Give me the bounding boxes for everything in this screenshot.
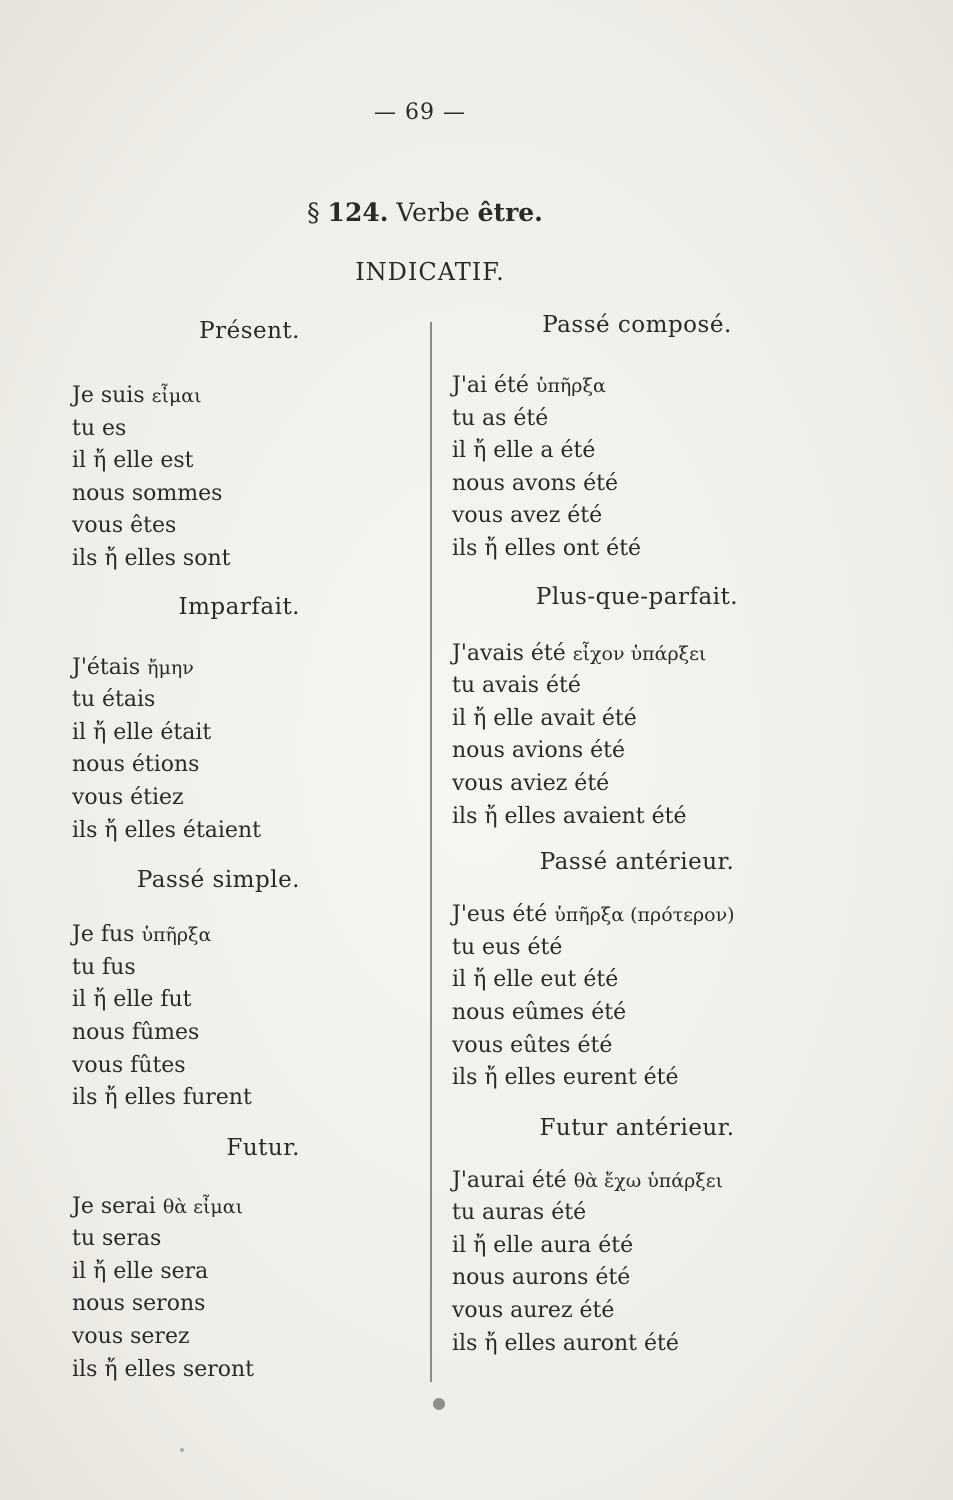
line-text: vous serez [72, 1324, 190, 1350]
tense-futur-anterieur [452, 1115, 812, 1361]
conjugation-line [72, 1082, 412, 1115]
tense-futur [72, 1135, 412, 1387]
section-number: 124. [327, 198, 389, 227]
conjugation-line [452, 997, 812, 1030]
greek-translation: ὑπῆρξα [141, 924, 212, 947]
tense-title: Futur. [226, 1134, 300, 1161]
conjugation-line [72, 445, 412, 478]
conjugation-line [452, 403, 812, 436]
conjugation-line [72, 380, 412, 413]
tense-title: Futur antérieur. [539, 1114, 735, 1141]
conjugation-line [72, 1354, 412, 1387]
conjugation-line [452, 703, 812, 736]
line-text: il ἤ elle eut été [452, 967, 619, 993]
line-text: il ἤ elle est [72, 448, 194, 474]
line-text: tu eus été [452, 934, 563, 960]
greek-translation: ἤμην [147, 656, 194, 679]
line-text: tu seras [72, 1226, 162, 1252]
conjugation-list [72, 652, 412, 848]
tense-title: Passé antérieur. [539, 849, 735, 876]
conjugation-line [72, 1321, 412, 1354]
conjugation-line [452, 435, 812, 468]
line-text: nous fûmes [72, 1019, 200, 1045]
line-text: J'ai été [452, 373, 536, 398]
line-text: J'avais été [452, 640, 573, 666]
conjugation-line [72, 510, 412, 543]
tense-title: Présent. [199, 318, 300, 344]
line-text: il ἤ elle avait été [452, 705, 637, 731]
line-text: tu avais été [452, 673, 581, 699]
tense-imparfait [72, 594, 412, 848]
conjugation-line [452, 1295, 812, 1328]
conjugation-line [72, 684, 412, 717]
page-number: — 69 — [374, 100, 466, 125]
line-text: ils ἤ elles eurent été [452, 1065, 679, 1091]
line-text: ils ἤ elles ont été [452, 535, 642, 561]
line-text: Je fus [72, 922, 142, 948]
line-text: tu fus [72, 954, 136, 980]
tense-present [72, 318, 412, 576]
conjugation-line [452, 1197, 812, 1230]
line-text: vous aurez été [452, 1298, 615, 1324]
line-text: vous étiez [72, 784, 184, 810]
line-text: tu étais [72, 687, 156, 713]
conjugation-line [72, 1191, 412, 1224]
conjugation-list [452, 370, 812, 566]
section-symbol: § [307, 198, 320, 227]
left-column [72, 318, 412, 1386]
conjugation-line [72, 919, 412, 952]
line-text: il ἤ elle sera [72, 1258, 209, 1284]
tense-title: Imparfait. [178, 593, 300, 620]
ink-spot [433, 1398, 445, 1410]
line-text: nous sommes [72, 480, 223, 506]
conjugation-list [452, 899, 812, 1095]
line-text: ils ἤ elles auront été [452, 1330, 679, 1356]
section-label: Verbe [396, 198, 470, 227]
conjugation-line [72, 1223, 412, 1256]
mood-heading: INDICATIF. [355, 258, 505, 286]
line-text: il ἤ elle était [72, 719, 212, 745]
conjugation-list [452, 1165, 812, 1361]
conjugation-line [452, 1230, 812, 1263]
tense-title: Passé simple. [136, 867, 300, 894]
tense-title: Passé composé. [542, 312, 732, 338]
conjugation-line [72, 543, 412, 576]
line-text: vous avez été [452, 503, 603, 529]
conjugation-line [452, 670, 812, 703]
conjugation-line [452, 768, 812, 801]
line-text: nous avions été [452, 738, 626, 764]
greek-translation: εἶχον ὑπάρξει [572, 642, 707, 665]
conjugation-line [72, 478, 412, 511]
conjugation-line [452, 468, 812, 501]
line-text: nous avons été [452, 470, 618, 496]
conjugation-line [72, 413, 412, 446]
greek-translation: θὰ εἶμαι [162, 1195, 244, 1218]
conjugation-line [452, 1262, 812, 1295]
line-text: ils ἤ elles seront [72, 1356, 255, 1382]
line-text: J'étais [72, 654, 148, 680]
conjugation-line [452, 500, 812, 533]
line-text: vous eûtes été [452, 1032, 613, 1058]
conjugation-line [452, 638, 812, 671]
line-text: J'aurai été [452, 1167, 574, 1193]
greek-translation: ὑπῆρξα [535, 375, 606, 397]
line-text: vous fûtes [72, 1052, 186, 1078]
greek-translation: θὰ ἔχω ὑπάρξει [573, 1169, 724, 1192]
conjugation-line [452, 932, 812, 965]
line-text: nous eûmes été [452, 999, 627, 1025]
tense-passe-compose [452, 312, 812, 566]
conjugation-line [452, 533, 812, 566]
conjugation-list [452, 638, 812, 834]
conjugation-line [452, 1165, 812, 1198]
line-text: tu es [72, 415, 127, 441]
line-text: vous aviez été [452, 770, 610, 796]
tense-passe-simple [72, 867, 412, 1115]
right-column [452, 312, 812, 1360]
conjugation-line [72, 1256, 412, 1289]
line-text: Je serai [72, 1193, 163, 1219]
conjugation-line [452, 899, 812, 932]
line-text: il ἤ elle a été [452, 438, 596, 464]
line-text: tu as été [452, 405, 549, 431]
conjugation-line [72, 1288, 412, 1321]
conjugation-line [72, 749, 412, 782]
conjugation-line [72, 952, 412, 985]
conjugation-line [72, 717, 412, 750]
conjugation-line [452, 801, 812, 834]
conjugation-line [72, 815, 412, 848]
line-text: ils ἤ elles avaient été [452, 803, 687, 829]
conjugation-line [452, 1062, 812, 1095]
conjugation-line [72, 984, 412, 1017]
conjugation-list [72, 919, 412, 1115]
conjugation-line [452, 370, 812, 403]
conjugation-line [452, 1030, 812, 1063]
line-text: il ἤ elle aura été [452, 1232, 634, 1258]
conjugation-line [72, 782, 412, 815]
conjugation-line [72, 1017, 412, 1050]
line-text: ils ἤ elles étaient [72, 817, 261, 843]
conjugation-line [452, 1328, 812, 1361]
column-divider [430, 322, 432, 1382]
line-text: nous étions [72, 752, 200, 778]
conjugation-line [72, 1050, 412, 1083]
conjugation-line [72, 652, 412, 685]
tense-passe-anterieur [452, 849, 812, 1095]
line-text: tu auras été [452, 1200, 587, 1226]
line-text: nous serons [72, 1291, 206, 1317]
line-text: ils ἤ elles furent [72, 1085, 252, 1111]
line-text: vous êtes [72, 513, 177, 539]
line-text: J'eus été [452, 902, 555, 928]
conjugation-list [72, 380, 412, 576]
conjugation-line [452, 964, 812, 997]
tense-plus-que-parfait [452, 584, 812, 834]
tense-title: Plus-que-parfait. [535, 583, 739, 610]
ink-speck [180, 1448, 184, 1452]
line-text: ils ἤ elles sont [72, 545, 231, 571]
section-heading [0, 198, 850, 227]
line-text: Je suis [72, 383, 152, 408]
conjugation-list [72, 1191, 412, 1387]
conjugation-line [452, 735, 812, 768]
greek-translation: εἶμαι [151, 385, 202, 407]
section-word: être. [477, 198, 543, 227]
line-text: il ἤ elle fut [72, 987, 192, 1013]
line-text: nous aurons été [452, 1265, 631, 1291]
greek-translation: ὑπῆρξα (πρότερον) [554, 904, 735, 927]
